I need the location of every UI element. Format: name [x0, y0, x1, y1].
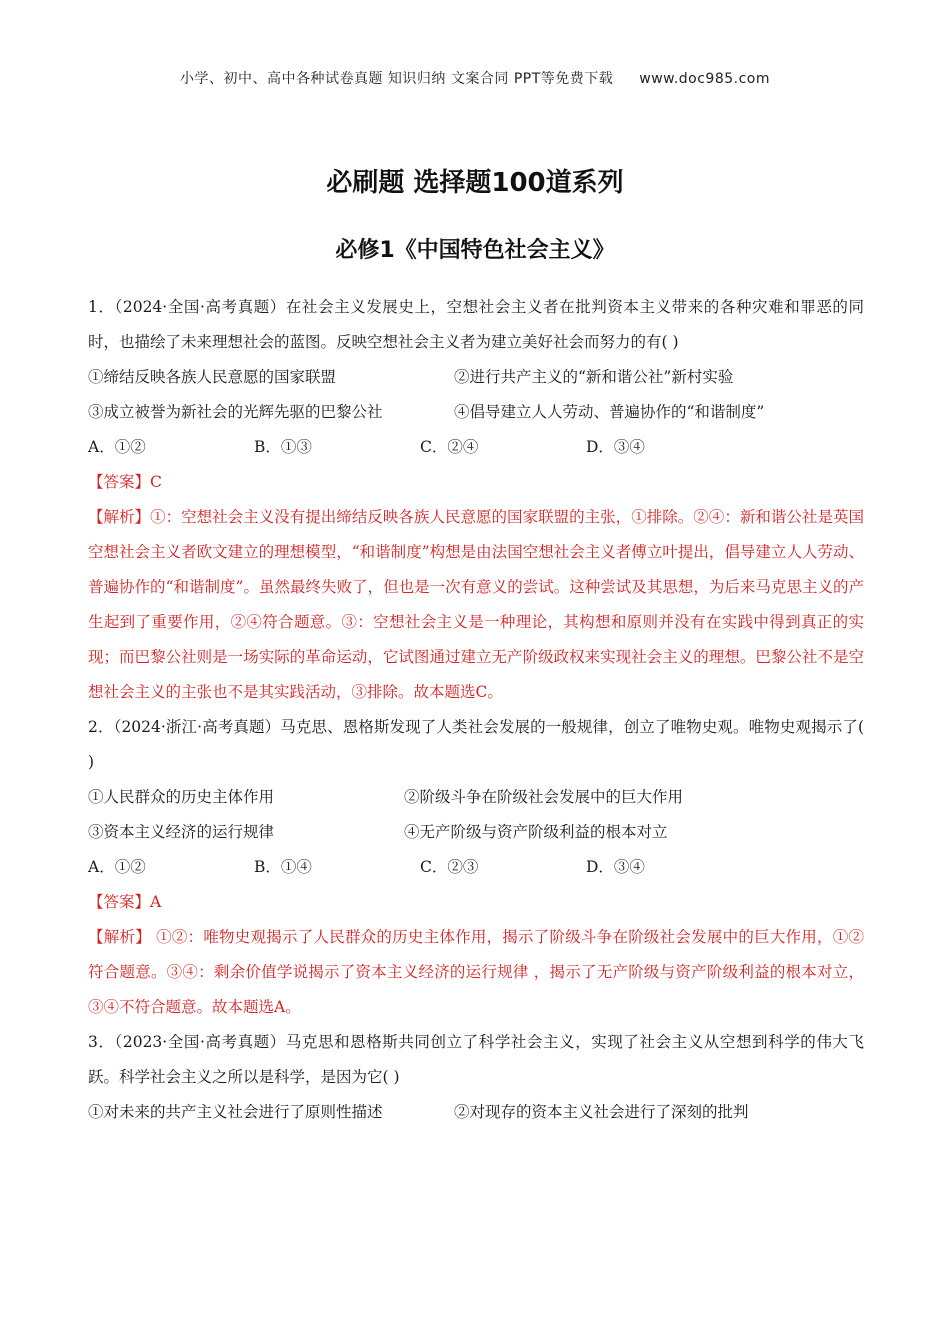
option-row — [88, 780, 864, 815]
option-1: ①缔结反映各族人民意愿的国家联盟 — [88, 368, 337, 386]
choice-b: B．①④ — [254, 858, 312, 876]
choice-b: B．①③ — [254, 438, 312, 456]
page-title: 必刷题 选择题100道系列 — [326, 168, 624, 198]
option-1: ①人民群众的历史主体作用 — [88, 788, 275, 806]
question-3 — [88, 1025, 864, 1130]
choice-c: C．②③ — [420, 858, 479, 876]
option-3: ③成立被誉为新社会的光辉先驱的巴黎公社 — [88, 403, 383, 421]
page-header — [0, 68, 950, 88]
question-1 — [88, 290, 864, 710]
choice-row — [88, 850, 864, 885]
choice-a: A．①② — [88, 858, 146, 876]
option-row — [88, 395, 864, 430]
analysis: 【解析】①：空想社会主义没有提出缔结反映各族人民意愿的国家联盟的主张，①排除。②④：新和谐公社是英国空想社会主义者欧文建立的理想模型，“和谐制度”构想是由法国空想社会主义者傅立叶提出，倡导建立人人劳动、普遍协作的“和谐制度”。虽然最终失败了，但也是一次有意义的尝试。这种尝试及其思想，为后来马克思主义的产生起到了重要作用，②④符合题意。③：空想社会主义是一种理论，其构想和原则并没有在实践中得到真正的实现；而巴黎公社则是一场实际的革命运动，它试图通过建立无产阶级政权来实现社会主义的理想。巴黎公社不是空想社会主义的主张也不是其实践活动，③排除。故本题选C。 — [88, 508, 864, 701]
answer: 【答案】C — [88, 473, 162, 491]
option-2: ②对现存的资本主义社会进行了深刻的批判 — [454, 1103, 749, 1121]
option-3: ③资本主义经济的运行规律 — [88, 823, 275, 841]
question-2 — [88, 710, 864, 1025]
page-subtitle: 必修1《中国特色社会主义》 — [335, 238, 615, 263]
option-row — [88, 360, 864, 395]
option-row — [88, 815, 864, 850]
choice-a: A．①② — [88, 438, 146, 456]
option-2: ②进行共产主义的“新和谐公社”新村实验 — [454, 368, 734, 386]
question-stem: 3．（2023·全国·高考真题）马克思和恩格斯共同创立了科学社会主义，实现了社会主义从空想到科学的伟大飞跃。科学社会主义之所以是科学，是因为它( ) — [88, 1033, 864, 1086]
question-stem: 1．（2024·全国·高考真题）在社会主义发展史上，空想社会主义者在批判资本主义带来的各种灾难和罪恶的同时，也描绘了未来理想社会的蓝图。反映空想社会主义者为建立美好社会而努力的有( ) — [88, 298, 864, 351]
question-list — [88, 290, 864, 1130]
option-row — [88, 1095, 864, 1130]
choice-d: D．③④ — [586, 438, 645, 456]
option-4: ④倡导建立人人劳动、普遍协作的“和谐制度” — [454, 403, 765, 421]
choice-c: C．②④ — [420, 438, 479, 456]
analysis: 【解析】 ①②：唯物史观揭示了人民群众的历史主体作用，揭示了阶级斗争在阶级社会发展中的巨大作用，①②符合题意。③④：剩余价值学说揭示了资本主义经济的运行规律 ，揭示了无产阶级与资产阶级利益的根本对立，③④不符合题意。故本题选A。 — [88, 928, 864, 1016]
header-site-link[interactable]: www.doc985.com — [639, 71, 771, 87]
choice-d: D．③④ — [586, 858, 645, 876]
question-stem: 2．（2024·浙江·高考真题）马克思、恩格斯发现了人类社会发展的一般规律，创立了唯物史观。唯物史观揭示了( ) — [88, 718, 864, 771]
header-text: 小学、初中、高中各种试卷真题 知识归纳 文案合同 PPT等免费下载 — [179, 71, 614, 87]
choice-row — [88, 430, 864, 465]
option-4: ④无产阶级与资产阶级利益的根本对立 — [404, 823, 668, 841]
option-1: ①对未来的共产主义社会进行了原则性描述 — [88, 1103, 383, 1121]
answer: 【答案】A — [88, 893, 162, 911]
option-2: ②阶级斗争在阶级社会发展中的巨大作用 — [404, 788, 684, 806]
